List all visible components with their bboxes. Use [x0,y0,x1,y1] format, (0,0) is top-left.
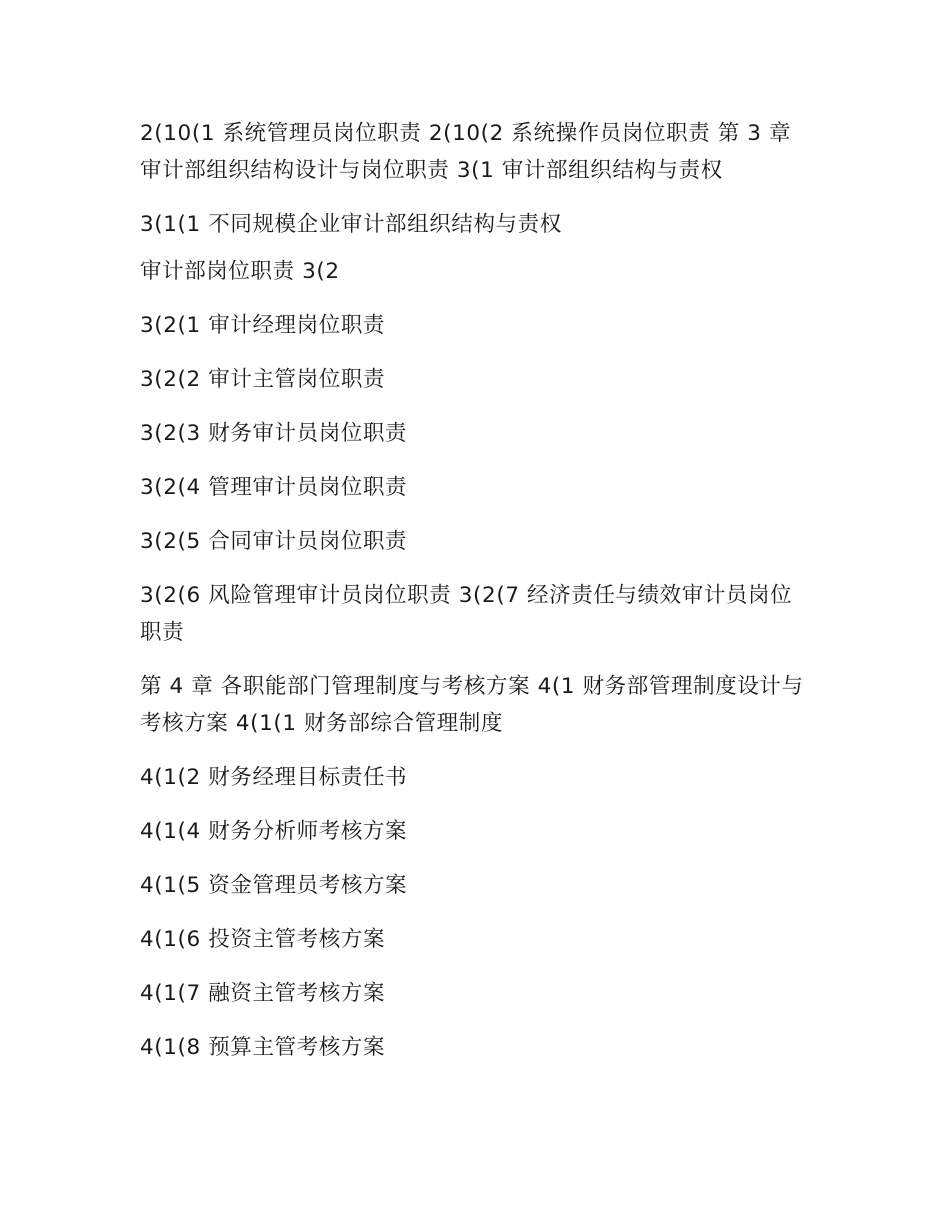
toc-line-3: 审计部岗位职责 3(2 [140,259,340,284]
toc-line-8: 3(2(5 合同审计员岗位职责 [140,529,408,554]
toc-line-14: 4(1(6 投资主管考核方案 [140,927,386,952]
toc-line-11: 4(1(2 财务经理目标责任书 [140,765,408,790]
toc-line-2: 3(1(1 不同规模企业审计部组织结构与责权 [140,212,562,237]
toc-line-7: 3(2(4 管理审计员岗位职责 [140,475,408,500]
toc-line-15: 4(1(7 融资主管考核方案 [140,981,386,1006]
toc-line-1: 2(10(1 系统管理员岗位职责 2(10(2 系统操作员岗位职责 第 3 章 审计部组织结构设计与岗位职责 3(1 审计部组织结构与责权 [140,121,792,183]
toc-line-9: 3(2(6 风险管理审计员岗位职责 3(2(7 经济责任与绩效审计员岗位职责 [140,583,793,645]
toc-line-13: 4(1(5 资金管理员考核方案 [140,873,408,898]
toc-line-12: 4(1(4 财务分析师考核方案 [140,819,408,844]
toc-line-10: 第 4 章 各职能部门管理制度与考核方案 4(1 财务部管理制度设计与考核方案 4(1(1 财务部综合管理制度 [140,674,804,736]
toc-line-16: 4(1(8 预算主管考核方案 [140,1035,386,1060]
document-page [140,115,810,1083]
toc-line-5: 3(2(2 审计主管岗位职责 [140,367,386,392]
toc-line-6: 3(2(3 财务审计员岗位职责 [140,421,408,446]
toc-line-4: 3(2(1 审计经理岗位职责 [140,313,386,338]
